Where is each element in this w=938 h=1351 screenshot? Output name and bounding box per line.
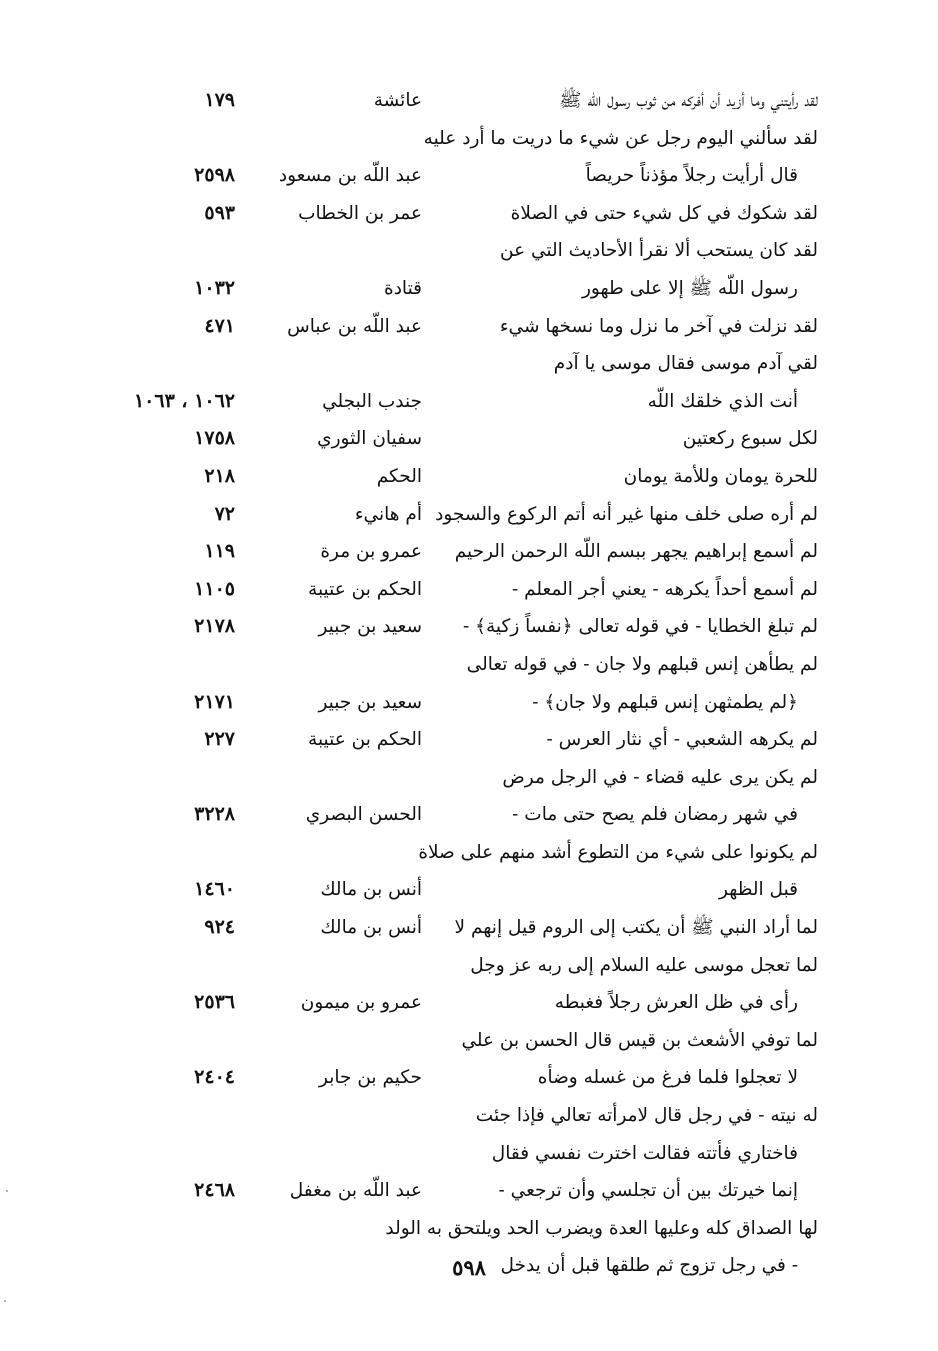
index-entry: [0, 82, 938, 120]
reference-number: ٤٧١: [204, 314, 235, 337]
reference-number: ٣٢٢٨: [194, 803, 235, 826]
narrator: سعيد بن جبير: [318, 616, 422, 638]
index-entry: [0, 909, 938, 947]
hadith-text: لقد سألني اليوم رجل عن شيء ما دريت ما أرد عليه: [423, 127, 818, 149]
hadith-text: لا تعجلوا فلما فرغ من غسله وضأه: [537, 1067, 798, 1089]
hadith-text: قال أرأيت رجلاً مؤذناً حريصاً: [585, 165, 798, 187]
hadith-text: لقد كان يستحب ألا نقرأ الأحاديث التي عن: [499, 240, 818, 262]
reference-number: ٧٢: [214, 502, 235, 525]
reference-number: ١٧٥٨: [194, 427, 235, 450]
hadith-text: لما توفي الأشعث بن قيس قال الحسن بن علي: [461, 1029, 818, 1051]
reference-number: ١٤٦٠: [194, 878, 235, 901]
narrator: سعيد بن جبير: [318, 691, 422, 713]
narrator: عائشة: [373, 90, 422, 111]
index-entry: [0, 834, 938, 872]
index-entry: [0, 796, 938, 834]
hadith-text: لم يطأهن إنس قبلهم ولا جان - في قوله تعالى: [466, 653, 818, 675]
index-entry: [0, 420, 938, 458]
hadith-text: لم أره صلى خلف منها غير أنه أتم الركوع والسجود: [435, 503, 818, 525]
narrator: الحكم: [376, 465, 422, 487]
hadith-text: لم يكرهه الشعبي - أي نثار العرس -: [546, 729, 818, 751]
index-entry: [0, 496, 938, 534]
reference-number: ٢١٨: [204, 464, 235, 487]
reference-number: ٢٢٧: [204, 728, 235, 751]
index-entry: [0, 646, 938, 684]
index-entry: [0, 947, 938, 985]
index-entry: [0, 383, 938, 421]
index-entry: [0, 270, 938, 308]
hadith-text: إنما خيرتك بين أن تجلسي وأن ترجعي -: [498, 1180, 798, 1202]
hadith-text: رسول اللّه ﷺ إلا على طهور: [581, 277, 798, 299]
narrator: عمرو بن ميمون: [300, 992, 422, 1014]
hadith-text: رأى في ظل العرش رجلاً فغبطه: [554, 992, 798, 1014]
hadith-text: - في رجل تزوج ثم طلقها قبل أن يدخل: [500, 1255, 798, 1277]
hadith-text: لم أسمع أحداً يكرهه - يعني أجر المعلم -: [511, 578, 818, 600]
reference-number: ١٠٣٢: [194, 276, 235, 299]
reference-number: ٢١٧١: [194, 690, 235, 713]
index-entry: [0, 232, 938, 270]
narrator: أنس بن مالك: [320, 879, 422, 901]
index-entry: [0, 195, 938, 233]
index-entry: [0, 345, 938, 383]
narrator: قتادة: [384, 277, 422, 299]
reference-number: ١٠٦٢ ، ١٠٦٣: [133, 389, 235, 412]
hadith-text: لما أراد النبي ﷺ أن يكتب إلى الروم قيل إنهم لا: [454, 917, 818, 939]
narrator: عبد اللّه بن مغفل: [289, 1180, 422, 1202]
reference-number: ٥٩٣: [204, 201, 235, 224]
narrator: عمرو بن مرة: [320, 541, 422, 563]
scan-speck: [6, 1190, 8, 1192]
narrator: عمر بن الخطاب: [298, 202, 422, 224]
reference-number: ٢٤٠٤: [194, 1066, 235, 1089]
index-entry: [0, 871, 938, 909]
scan-speck: [4, 1300, 6, 1302]
index-entry: [0, 1135, 938, 1173]
narrator: عبد اللّه بن مسعود: [278, 165, 422, 187]
index-entry: [0, 1172, 938, 1210]
hadith-text: للحرة يومان وللأمة يومان: [623, 465, 818, 487]
narrator: أم هانيء: [354, 503, 422, 525]
hadith-text: لم أسمع إبراهيم يجهر ببسم اللّه الرحمن الرحيم: [454, 541, 818, 563]
hadith-text: لم يكن يرى عليه قضاء - في الرجل مرض: [502, 766, 818, 788]
narrator: سفيان الثوري: [317, 428, 422, 450]
hadith-text: فاختاري فأتته فقالت اخترت نفسي فقال: [491, 1142, 798, 1164]
narrator: الحكم بن عتيبة: [308, 729, 422, 751]
hadith-text: قبل الظهر: [718, 879, 798, 901]
index-entry: [0, 1022, 938, 1060]
narrator: عبد اللّه بن عباس: [287, 315, 422, 337]
narrator: الحكم بن عتيبة: [308, 578, 422, 600]
hadith-text: لما تعجل موسى عليه السلام إلى ربه عز وجل: [470, 954, 818, 976]
reference-number: ٩٢٤: [204, 916, 235, 939]
hadith-text: لكل سبوع ركعتين: [682, 428, 818, 450]
narrator: حكيم بن جابر: [319, 1067, 422, 1089]
hadith-text: لقد نزلت في آخر ما نزل وما نسخها شيء: [499, 315, 818, 337]
hadith-text: له نيته - في رجل قال لامرأته تعالي فإذا جئت: [475, 1105, 818, 1127]
narrator: الحسن البصري: [305, 804, 422, 826]
hadith-text: لقي آدم موسى فقال موسى يا آدم: [553, 353, 818, 375]
hadith-text: لم تبلغ الخطايا - في قوله تعالى ﴿نفساً زكية﴾ -: [463, 616, 818, 638]
index-entry: [0, 608, 938, 646]
narrator: جندب البجلي: [322, 390, 422, 412]
index-entry: [0, 684, 938, 722]
index-entry: [0, 721, 938, 759]
index-entry: [0, 1059, 938, 1097]
reference-number: ٢٤٦٨: [194, 1179, 235, 1202]
hadith-text: في شهر رمضان فلم يصح حتى مات -: [512, 804, 798, 826]
index-entry: [0, 571, 938, 609]
reference-number: ٢٥٩٨: [194, 164, 235, 187]
index-entry: [0, 759, 938, 797]
index-entry: [0, 120, 938, 158]
hadith-text: ﴿لم يطمثهن إنس قبلهم ولا جان﴾ -: [532, 691, 798, 713]
page-number: ٥٩٨: [452, 1255, 486, 1280]
hadith-text: لقد شكوك في كل شيء حتى في الصلاة: [510, 202, 818, 224]
reference-number: ١٧٩: [204, 89, 235, 111]
index-entry: [0, 984, 938, 1022]
reference-number: ٢٥٣٦: [194, 991, 235, 1014]
index-entry: [0, 308, 938, 346]
index-entry: [0, 533, 938, 571]
hadith-text: لها الصداق كله وعليها العدة ويضرب الحد ويلتحق به الولد: [385, 1217, 818, 1239]
index-entry: [0, 1097, 938, 1135]
index-entry: [0, 1210, 938, 1248]
hadith-text: لقد رأيتني وما أزيد أن أفركه من ثوب رسول اللّه ﷺ: [559, 90, 818, 111]
reference-number: ١١٩: [204, 540, 235, 563]
index-entry: [0, 458, 938, 496]
reference-number: ٢١٧٨: [194, 615, 235, 638]
narrator: أنس بن مالك: [320, 917, 422, 939]
index-entry: [0, 157, 938, 195]
hadith-text: لم يكونوا على شيء من التطوع أشد منهم على صلاة: [418, 841, 818, 863]
reference-number: ١١٠٥: [194, 577, 235, 600]
hadith-index-list: [0, 82, 938, 1285]
hadith-text: أنت الذي خلقك اللّه: [647, 390, 798, 412]
